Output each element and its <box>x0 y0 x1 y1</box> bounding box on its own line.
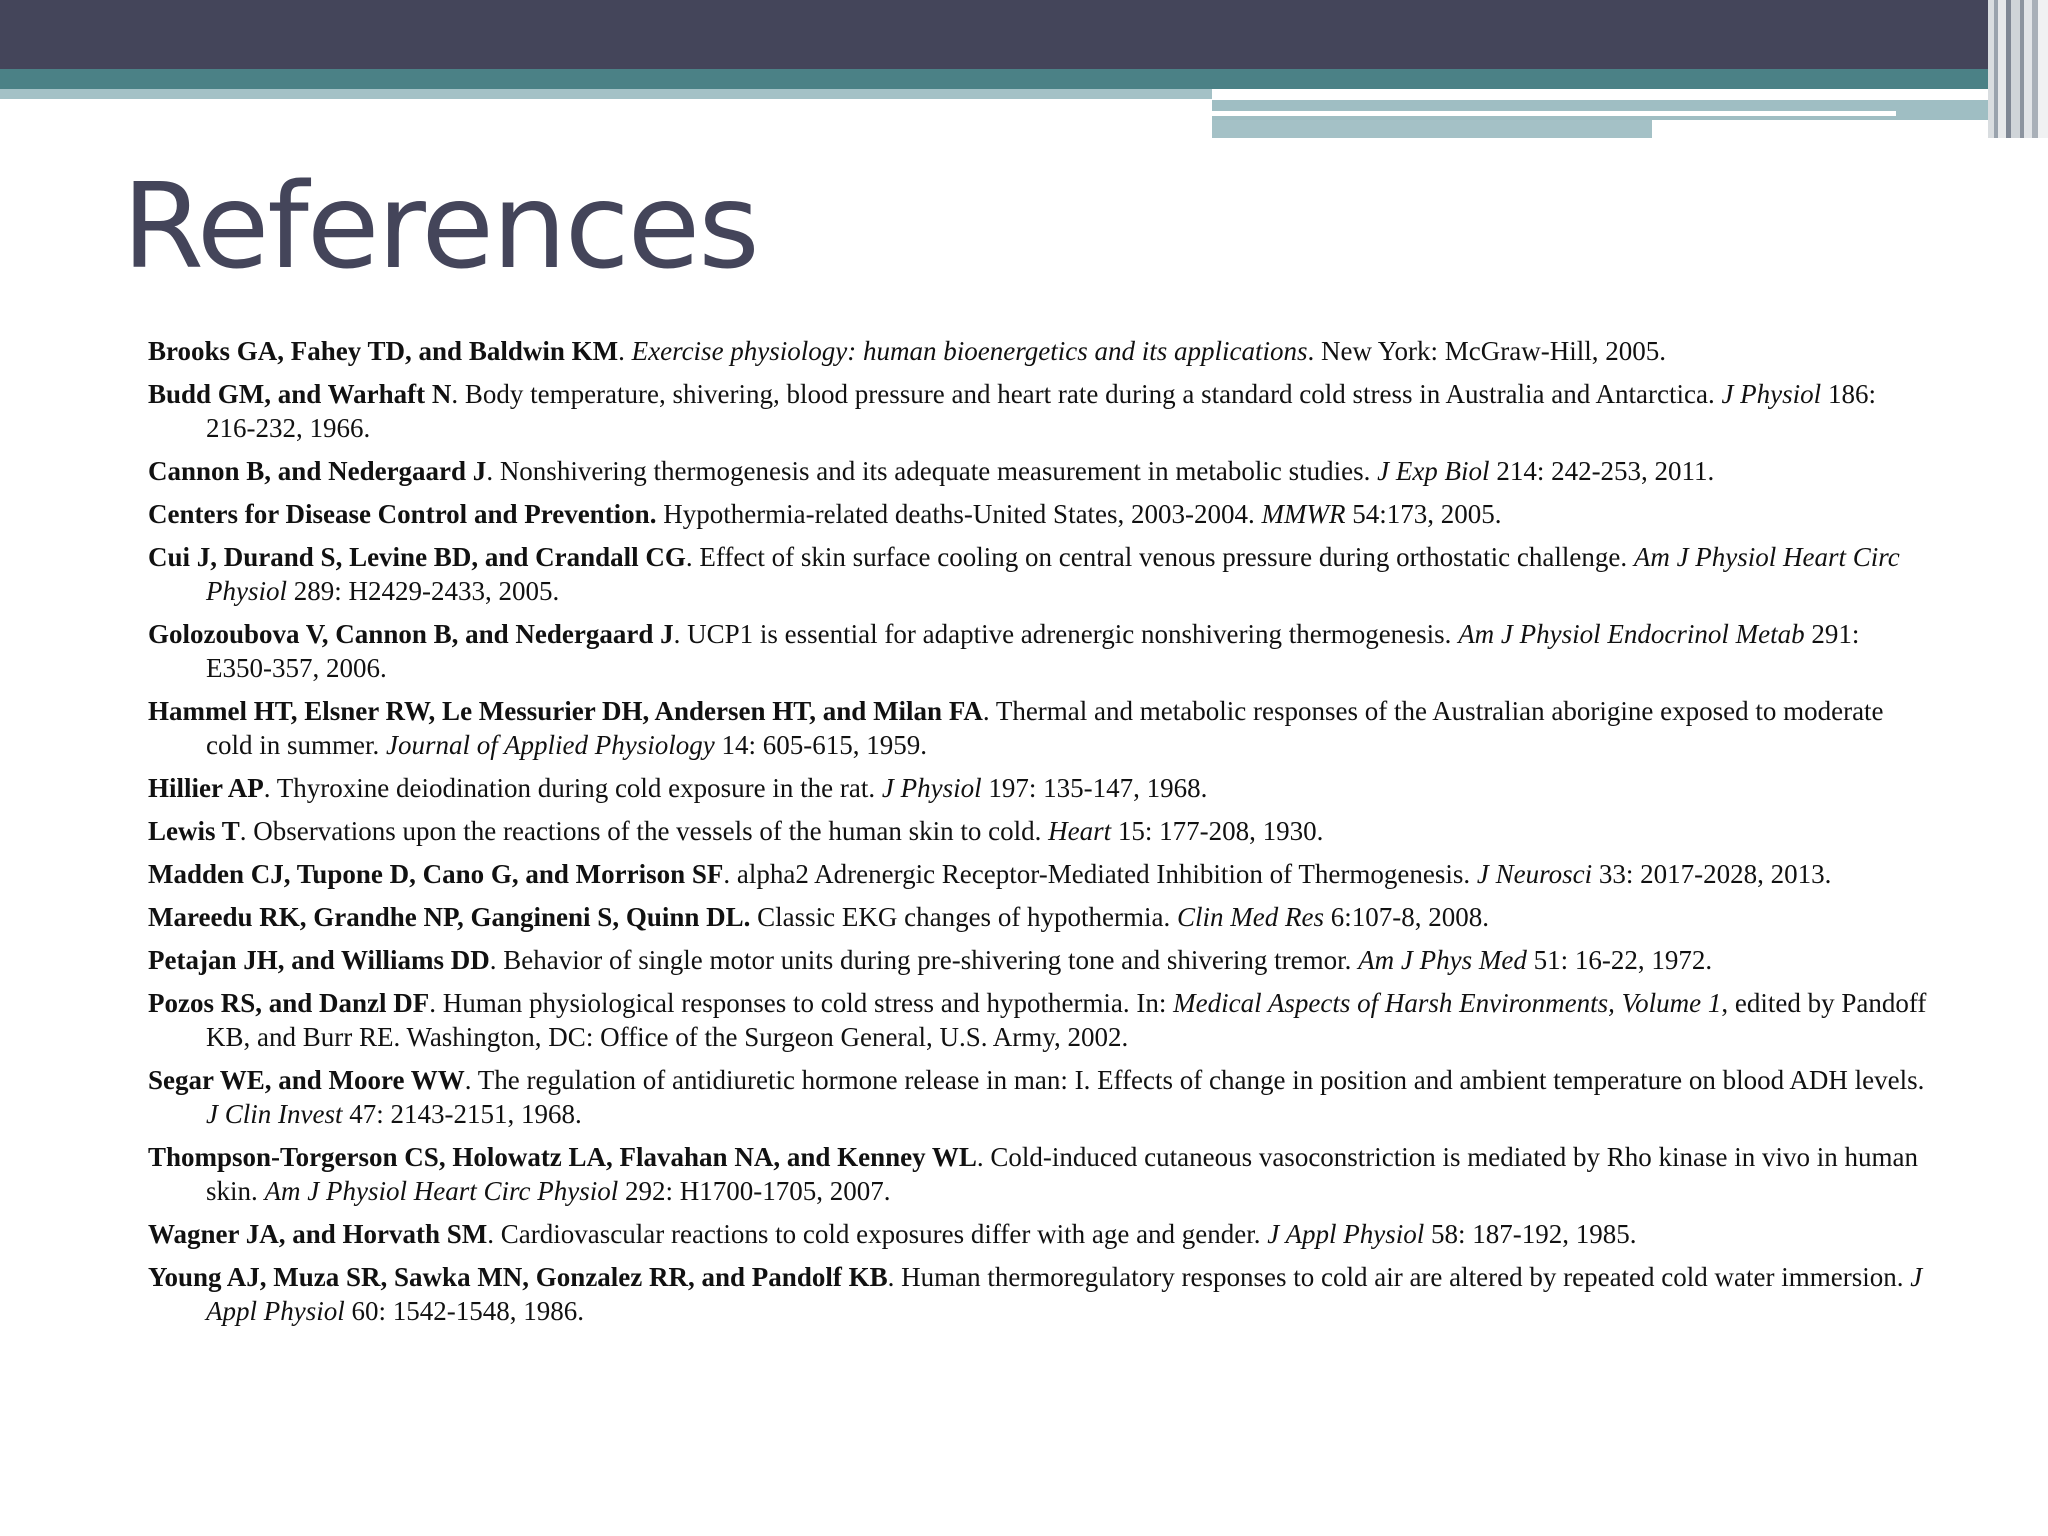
reference-item <box>148 943 1928 977</box>
reference-title: . Nonshivering thermogenesis and its adequate measurement in metabolic studies. <box>486 456 1378 486</box>
reference-source: J Exp Biol <box>1377 456 1490 486</box>
reference-citation: 197: 135-147, 1968. <box>981 773 1208 803</box>
reference-source: J Clin Invest <box>206 1099 343 1129</box>
reference-title: . Human thermoregulatory responses to cold air are altered by repeated cold water immersion. <box>887 1262 1911 1292</box>
reference-source: Am J Physiol Heart Circ Physiol <box>206 542 1900 606</box>
reference-source: Am J Physiol Heart Circ Physiol <box>264 1176 619 1206</box>
reference-list <box>148 334 1928 1337</box>
reference-item <box>148 454 1928 488</box>
reference-source: Exercise physiology: human bioenergetics and its applications <box>631 336 1308 366</box>
reference-authors: Centers for Disease Control and Prevention. <box>148 499 657 529</box>
header-white-rule <box>1212 111 1896 116</box>
reference-title: . UCP1 is essential for adaptive adrenergic nonshivering thermogenesis. <box>673 619 1459 649</box>
reference-source: J Appl Physiol <box>206 1262 1923 1326</box>
reference-authors: Petajan JH, and Williams DD <box>148 945 490 975</box>
reference-item <box>148 1260 1928 1328</box>
reference-citation: . New York: McGraw-Hill, 2005. <box>1307 336 1666 366</box>
reference-item <box>148 497 1928 531</box>
reference-authors: Mareedu RK, Grandhe NP, Gangineni S, Quinn DL. <box>148 902 751 932</box>
reference-source: Am J Physiol Endocrinol Metab <box>1458 619 1805 649</box>
reference-title: . <box>618 336 632 366</box>
reference-title: . Effect of skin surface cooling on central venous pressure during orthostatic challenge. <box>685 542 1634 572</box>
reference-title: Hypothermia-related deaths-United States, 2003-2004. <box>656 499 1262 529</box>
reference-source: Journal of Applied Physiology <box>385 730 715 760</box>
reference-authors: Budd GM, and Warhaft N <box>148 379 452 409</box>
reference-authors: Madden CJ, Tupone D, Cano G, and Morrison SF <box>148 859 724 889</box>
reference-source: Clin Med Res <box>1177 902 1325 932</box>
reference-title: . Human physiological responses to cold stress and hypothermia. In: <box>429 988 1174 1018</box>
reference-source: J Physiol <box>1721 379 1822 409</box>
reference-authors: Young AJ, Muza SR, Sawka MN, Gonzalez RR, and Pandolf KB <box>148 1262 888 1292</box>
reference-authors: Segar WE, and Moore WW <box>148 1065 465 1095</box>
reference-source: Am J Phys Med <box>1358 945 1527 975</box>
header-light-band <box>0 89 1212 99</box>
reference-title: . The regulation of antidiuretic hormone release in man: I. Effects of change in position and ambient temperature on blood ADH levels. <box>464 1065 1925 1095</box>
reference-item <box>148 986 1928 1054</box>
reference-citation: 60: 1542-1548, 1986. <box>344 1296 584 1326</box>
reference-item <box>148 1063 1928 1131</box>
reference-citation: , edited by Pandoff KB, and Burr RE. Washington, DC: Office of the Surgeon General, U.S. Army, 2002. <box>206 988 1927 1052</box>
reference-citation: 214: 242-253, 2011. <box>1489 456 1715 486</box>
reference-item <box>148 334 1928 368</box>
reference-citation: 14: 605-615, 1959. <box>714 730 927 760</box>
reference-authors: Pozos RS, and Danzl DF <box>148 988 430 1018</box>
reference-authors: Thompson-Torgerson CS, Holowatz LA, Flavahan NA, and Kenney WL <box>148 1142 977 1172</box>
reference-citation: 54:173, 2005. <box>1345 499 1502 529</box>
reference-citation: 6:107-8, 2008. <box>1324 902 1490 932</box>
reference-authors: Hammel HT, Elsner RW, Le Messurier DH, Andersen HT, and Milan FA <box>148 696 983 726</box>
reference-authors: Cui J, Durand S, Levine BD, and Crandall CG <box>148 542 686 572</box>
reference-item <box>148 900 1928 934</box>
reference-authors: Cannon B, and Nedergaard J <box>148 456 487 486</box>
reference-authors: Golozoubova V, Cannon B, and Nedergaard J <box>148 619 674 649</box>
reference-source: Heart <box>1048 816 1112 846</box>
reference-citation: 289: H2429-2433, 2005. <box>287 576 560 606</box>
reference-citation: 291: E350-357, 2006. <box>206 619 1860 683</box>
reference-citation: 47: 2143-2151, 1968. <box>342 1099 582 1129</box>
reference-source: MMWR <box>1261 499 1346 529</box>
reference-item <box>148 814 1928 848</box>
reference-source: J Physiol <box>881 773 982 803</box>
reference-title: . alpha2 Adrenergic Receptor-Mediated Inhibition of Thermogenesis. <box>723 859 1477 889</box>
reference-item <box>148 694 1928 762</box>
header-dark-band <box>0 0 2048 69</box>
reference-item <box>148 1217 1928 1251</box>
reference-item <box>148 377 1928 445</box>
reference-title: . Thyroxine deiodination during cold exposure in the rat. <box>263 773 882 803</box>
reference-item <box>148 771 1928 805</box>
reference-title: . Observations upon the reactions of the vessels of the human skin to cold. <box>239 816 1049 846</box>
reference-source: J Appl Physiol <box>1267 1219 1425 1249</box>
header-teal-band <box>0 69 2048 89</box>
slide-title: References <box>122 157 758 295</box>
reference-title: . Cardiovascular reactions to cold exposures differ with age and gender. <box>487 1219 1268 1249</box>
reference-title: Classic EKG changes of hypothermia. <box>750 902 1178 932</box>
reference-authors: Wagner JA, and Horvath SM <box>148 1219 488 1249</box>
reference-title: . Body temperature, shivering, blood pressure and heart rate during a standard cold stress in Australia and Antarctica. <box>451 379 1722 409</box>
reference-authors: Hillier AP <box>148 773 264 803</box>
reference-title: . Thermal and metabolic responses of the Australian aborigine exposed to moderate cold in summer. <box>206 696 1884 760</box>
reference-item <box>148 857 1928 891</box>
reference-citation: 51: 16-22, 1972. <box>1526 945 1713 975</box>
reference-authors: Lewis T <box>148 816 240 846</box>
reference-item <box>148 617 1928 685</box>
reference-citation: 33: 2017-2028, 2013. <box>1592 859 1832 889</box>
reference-citation: 186: 216-232, 1966. <box>206 379 1876 443</box>
header-right-lower-band <box>1212 120 1652 138</box>
reference-item <box>148 540 1928 608</box>
reference-item <box>148 1140 1928 1208</box>
reference-source: J Neurosci <box>1476 859 1593 889</box>
reference-citation: 15: 177-208, 1930. <box>1111 816 1324 846</box>
header-right-accent-band <box>1212 100 2012 120</box>
reference-title: . Behavior of single motor units during pre-shivering tone and shivering tremor. <box>489 945 1359 975</box>
decorative-stripes <box>1988 0 2048 138</box>
reference-title: . Cold-induced cutaneous vasoconstriction is mediated by Rho kinase in vivo in human skin. <box>206 1142 1918 1206</box>
reference-citation: 58: 187-192, 1985. <box>1424 1219 1637 1249</box>
reference-authors: Brooks GA, Fahey TD, and Baldwin KM <box>148 336 619 366</box>
reference-source: Medical Aspects of Harsh Environments, Volume 1 <box>1173 988 1722 1018</box>
reference-citation: 292: H1700-1705, 2007. <box>618 1176 891 1206</box>
